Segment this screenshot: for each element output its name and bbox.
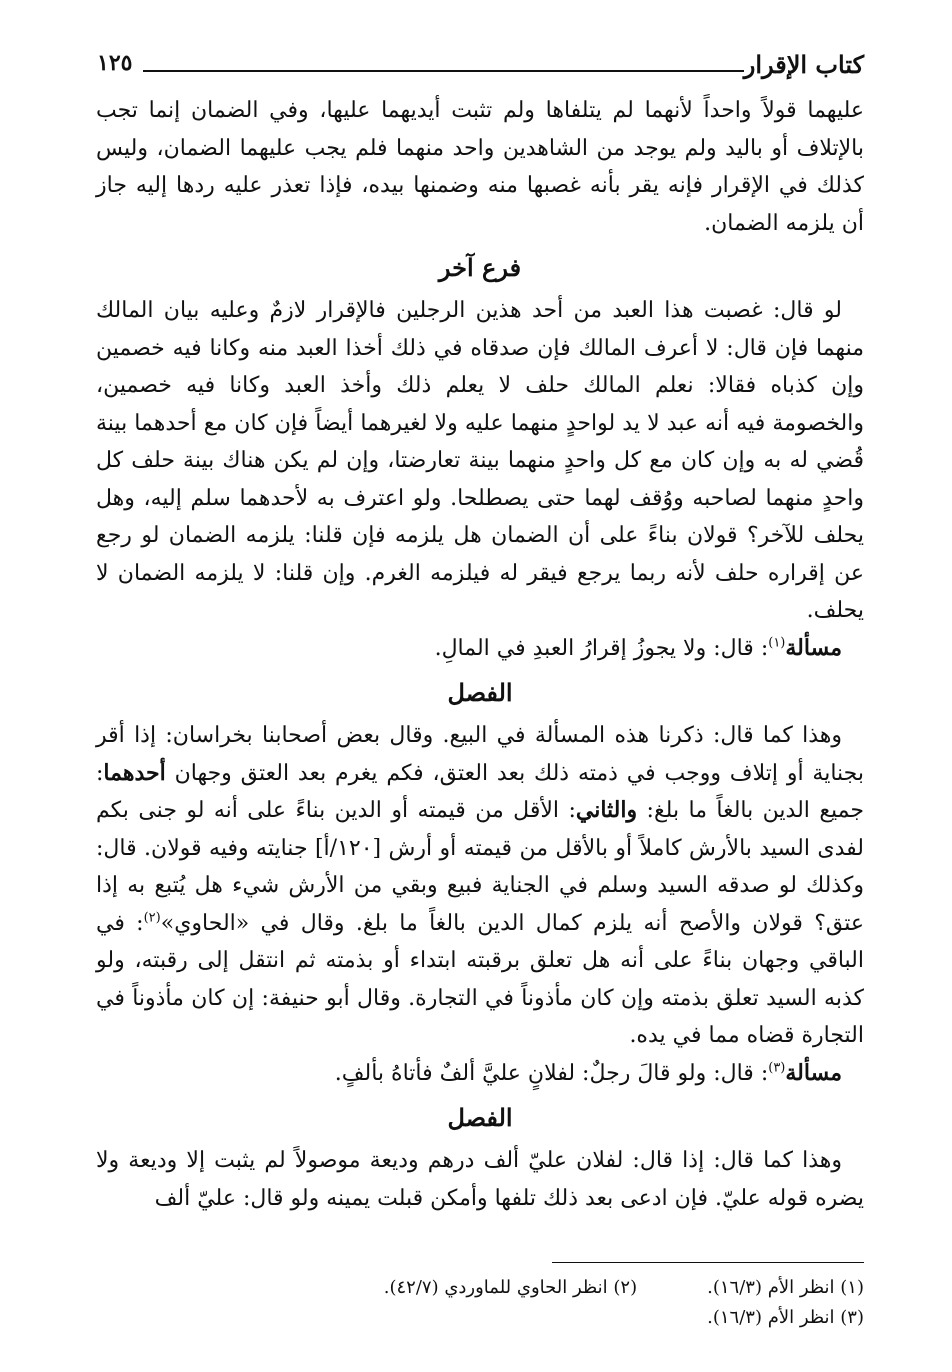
bold-term: والثاني xyxy=(575,797,638,823)
footnote-2: (٢) انظر الحاوي للماوردي (٤٢/٧). xyxy=(383,1277,638,1298)
footnote-3: (٣) انظر الأم (١٦/٣). xyxy=(707,1307,864,1328)
running-header xyxy=(97,44,864,84)
section-heading: الفصل xyxy=(447,678,513,707)
text-run: وهذا كما قال: ذكرنا هذه المسألة في البيع. وقال بعض أصحابنا بخراسان: إذا أقر بجناية أو إتلاف ووجب في ذمته ذلك بعد العتق، فكم يغرم بعد العتق وجهان xyxy=(96,723,864,786)
footnote-ref: (٢) xyxy=(143,910,161,926)
masala-line xyxy=(96,630,864,668)
header-rule xyxy=(143,70,744,72)
footnote-row xyxy=(96,1273,864,1303)
paragraph: لو قال: غصبت هذا العبد من أحد هذين الرجلين فالإقرار لازمٌ وعليه بيان المالك منهما فإن قال: لا أعرف المالك فإن صدقاه في ذلك أخذا العبد منه وكانا فيه خصمين وإن كذباه فقالا: نعلم المالك حلف لا يعلم ذلك وأخذ العبد وكانا فيه خصمين، والخصومة فيه أنه عبد لا يد لواحدٍ منهما عليه ولا لغيرهما أيضاً فإن كان مع أحدهما بينة قُضي له به وإن كان مع كل واحدٍ منهما بينة تعارضتا، وإن لم يكن هناك بينة حلف كل واحدٍ منهما لصاحبه ووُقف لهما حتى يصطلحا. ولو اعترف به لأحدهما سلم إليه، وهل يحلف للآخر؟ قولان بناءً على أن الضمان هل يلزمه فإن قلنا: يلزمه الضمان لو رجع عن إقراره حلف لأنه ربما يرجع فيقر له فيلزمه الغرم. وإن قلنا: لا يلزمه الضمان لا يحلف. xyxy=(96,298,864,623)
main-text xyxy=(96,92,864,1217)
text-run: : جميع الدين بالغاً ما بلغ: xyxy=(96,760,864,823)
footnote-separator xyxy=(552,1262,864,1263)
text-run: : في الباقي وجهان بناءً على أنه هل تعلق برقبته ابتداء أو بذمته ثم انتقل إلى رقبته، ولو كذبه السيد تعلق بذمته وإن كان مأذوناً في التجارة. وقال أبو حنيفة: إن كان مأذوناً في التجارة قضاه مما في يده. xyxy=(96,910,864,1048)
text-run: : الأقل من قيمته أو الدين بناءً على أنه لو جنى بكم لفدى السيد بالأرش كاملاً أو بالأقل من قيمته أو أرش [١٢٠/أ] جنايته وفيه قولان. قال: وكذلك لو صدقه السيد وسلم في الجناية فبيع وبقي من الأرش شيء هل يُتبع به إذا عتق؟ قولان والأصح أنه يلزم كمال الدين بالغاً ما بلغ. وقال في «الحاوي» xyxy=(96,798,865,936)
section-heading: فرع آخر xyxy=(438,253,522,282)
masala-label: مسألة xyxy=(785,1059,842,1086)
masala-line xyxy=(96,1055,864,1093)
paragraph: عليهما قولاً واحداً لأنهما لم يتلفاها ولم تثبت أيديهما عليها، وفي الضمان إنما تجب بالإتلاف أو باليد ولم يوجد من الشاهدين واحد منهما فلم يجب عليهما الضمان، وليس كذلك في الإقرار فإنه يقر بأنه غصبها منه وضمنها بيده، فإذا تعذر عليه ردها إليه جاز أن يلزمه الضمان. xyxy=(96,98,864,236)
chapter-title: كتاب الإقرار xyxy=(743,50,864,79)
masala-text: : قال: ولا يجوزُ إقرارُ العبدِ في المالِ. xyxy=(434,635,769,661)
footnote-ref: (٣) xyxy=(768,1060,786,1076)
footnote-ref: (١) xyxy=(768,635,786,651)
paragraph xyxy=(96,717,864,1055)
footnote-row xyxy=(96,1303,864,1333)
footnotes xyxy=(96,1273,864,1333)
masala-label: مسألة xyxy=(785,634,842,661)
section-heading: الفصل xyxy=(447,1103,513,1132)
bold-term: أحدهما xyxy=(103,759,166,786)
footnote-1: (١) انظر الأم (١٦/٣). xyxy=(707,1277,864,1298)
masala-text: : قال: ولو قالَ رجلٌ: لفلانٍ عليَّ ألفٌ فأتاهُ بألفٍ. xyxy=(334,1060,769,1086)
page-number: ١٢٥ xyxy=(97,50,133,76)
paragraph: وهذا كما قال: إذا قال: لفلان عليّ ألف درهم وديعة موصولاً لم يثبت إلا وديعة ولا يضره قوله عليّ. فإن ادعى بعد ذلك تلفها وأمكن قبلت يمينه ولو قال: عليّ ألف xyxy=(96,1148,864,1211)
